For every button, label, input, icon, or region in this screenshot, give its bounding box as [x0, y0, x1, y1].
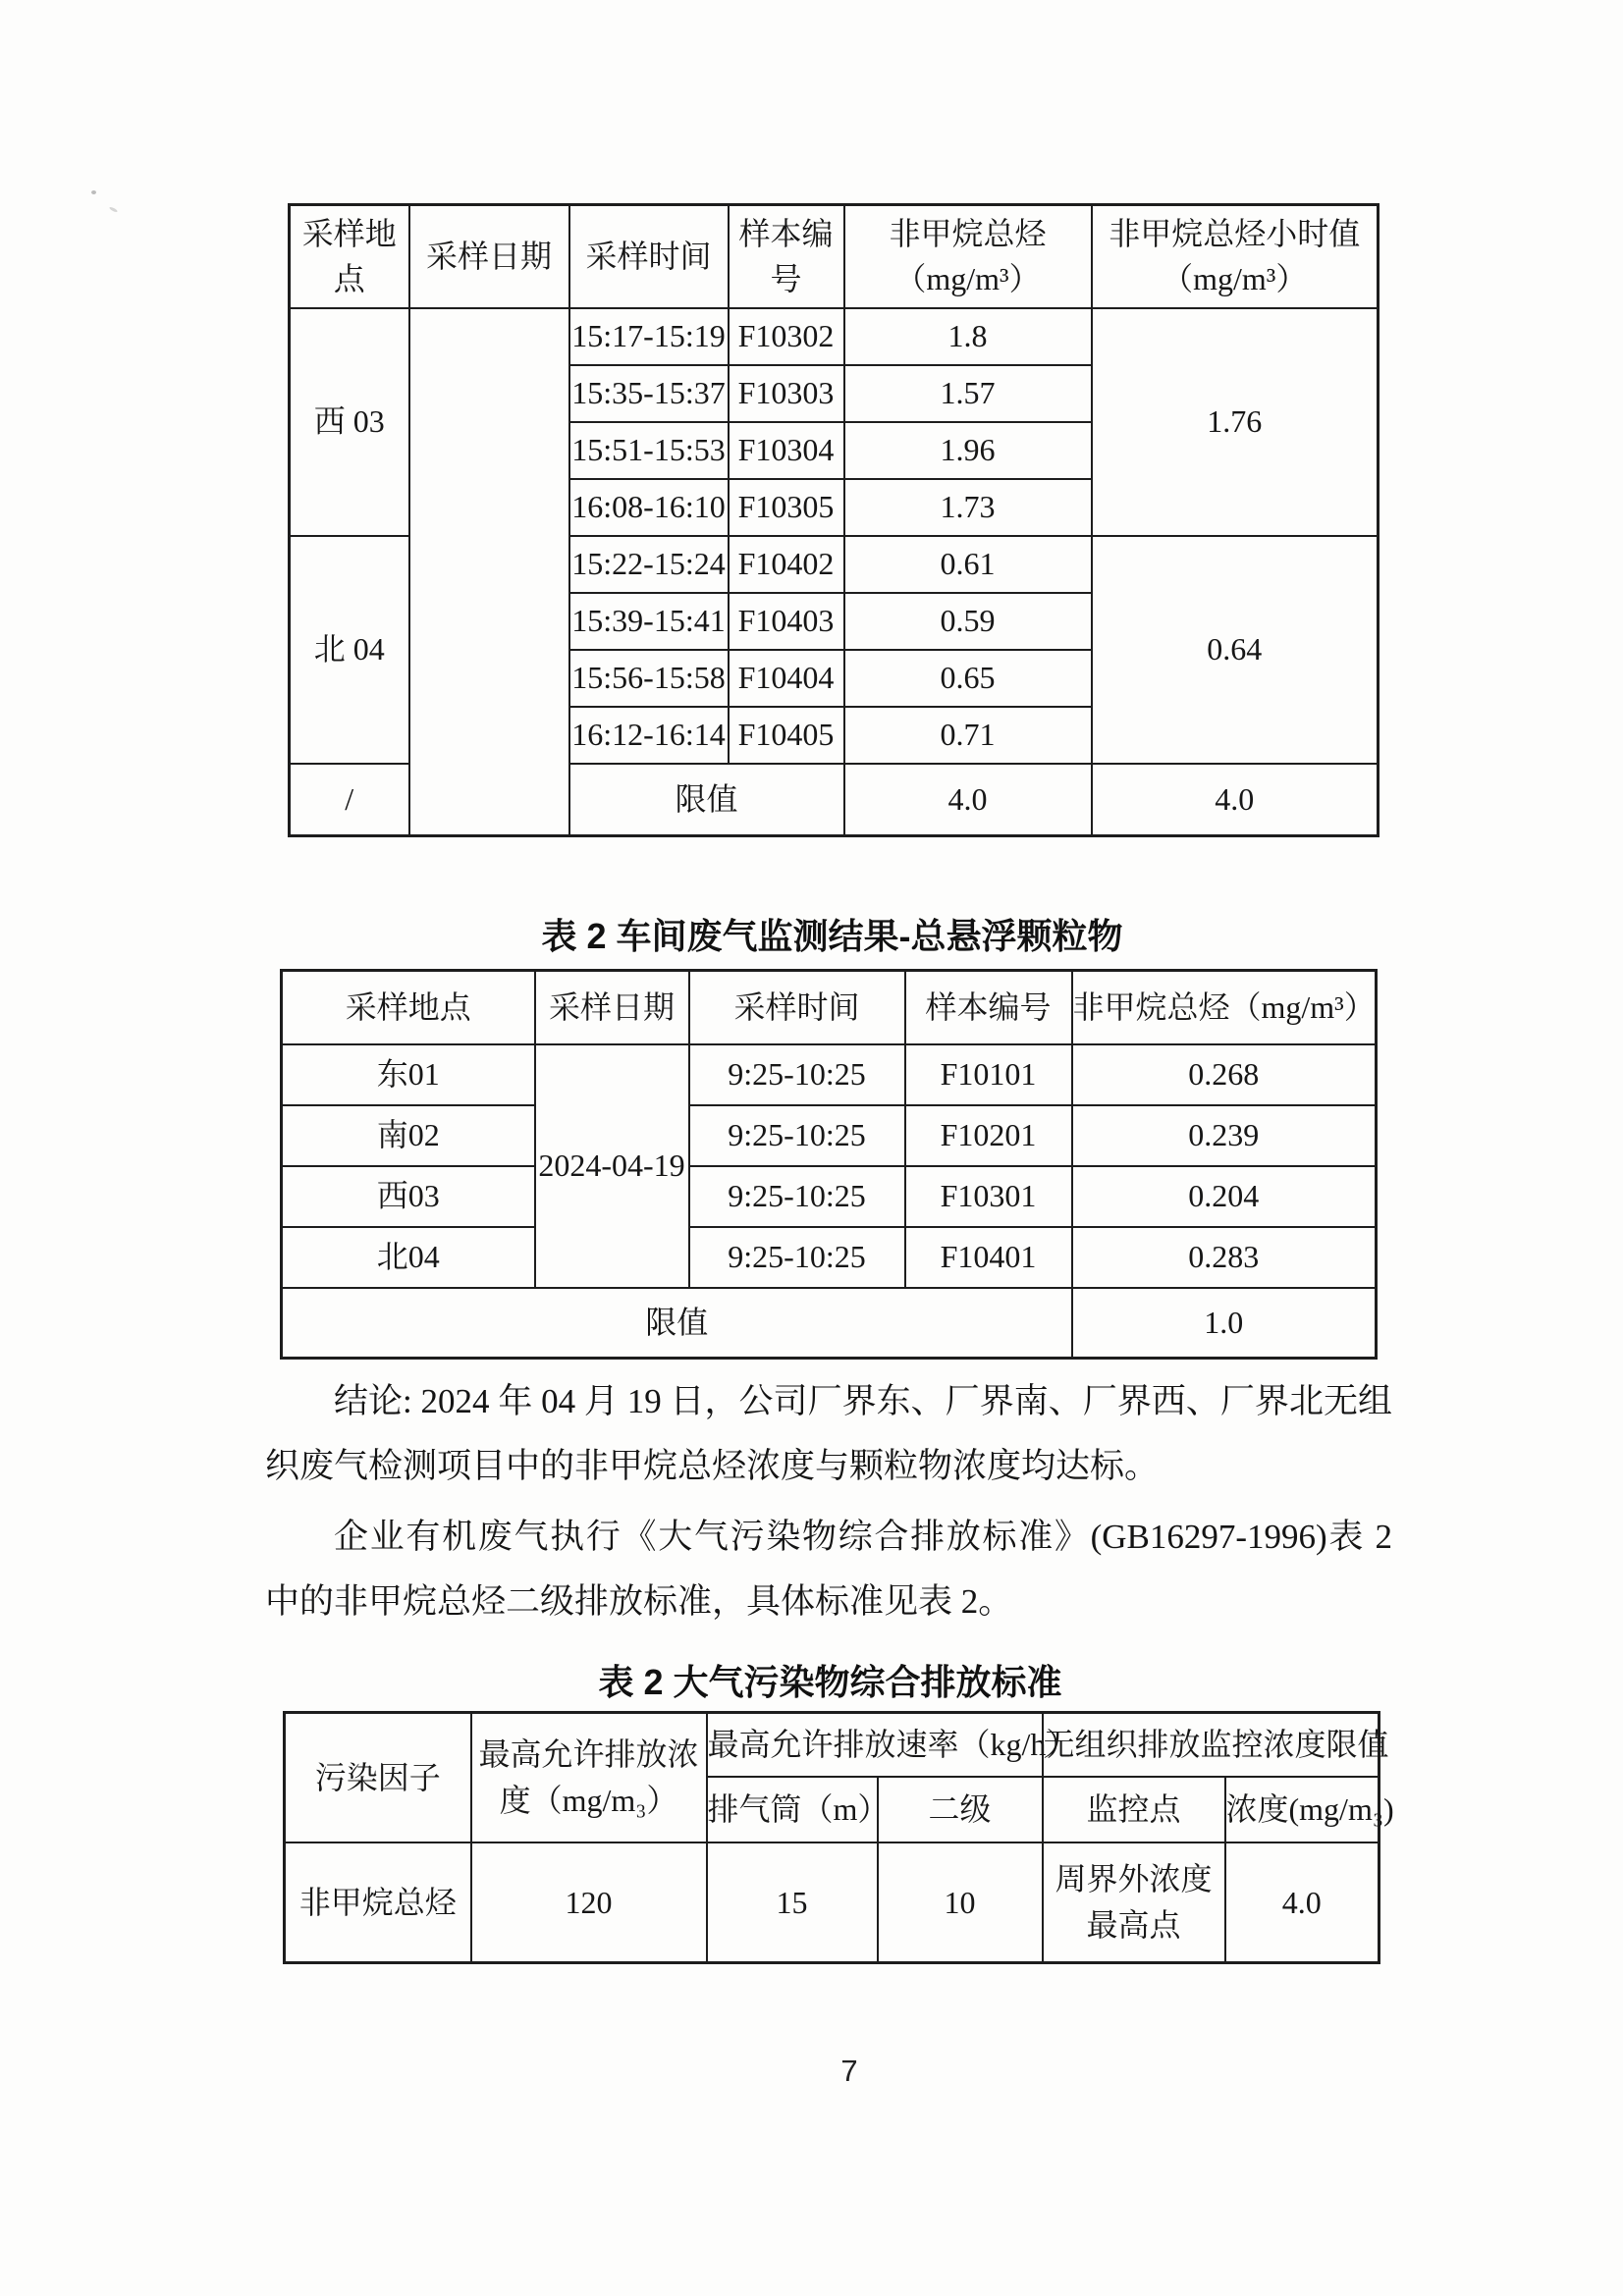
t1-sample-cell: F10303: [729, 365, 844, 422]
t1-time-cell: 15:39-15:41: [569, 593, 729, 650]
t1-location-west: 西 03: [290, 308, 409, 536]
t3-conc-cell: 4.0: [1225, 1842, 1380, 1963]
t2-sample-cell: F10301: [905, 1166, 1072, 1227]
t1-value-cell: 1.96: [844, 422, 1092, 479]
t1-time-cell: 15:51-15:53: [569, 422, 729, 479]
t3-monitor-point-cell: 周界外浓度 最高点: [1043, 1842, 1225, 1963]
t1-sample-cell: F10403: [729, 593, 844, 650]
t3-header-pollutant: 污染因子: [285, 1713, 471, 1842]
t3-header-stack: 排气筒（m）: [707, 1777, 878, 1842]
t1-hourly-north: 0.64: [1092, 536, 1379, 764]
t3-pollutant-cell: 非甲烷总烃: [285, 1842, 471, 1963]
t2-value-cell: 0.239: [1072, 1105, 1377, 1166]
t2-header-location: 采样地点: [282, 971, 535, 1044]
t2-value-cell: 0.268: [1072, 1044, 1377, 1105]
t2-sample-cell: F10101: [905, 1044, 1072, 1105]
t2-header-nmhc: 非甲烷总烃（mg/m³）: [1072, 971, 1377, 1044]
t2-value-cell: 0.204: [1072, 1166, 1377, 1227]
t1-limit-label: 限值: [569, 764, 844, 836]
conclusion-paragraph-2: 企业有机废气执行《大气污染物综合排放标准》(GB16297-1996)表 2 中的非甲烷总烃二级排放标准，具体标准见表 2。: [265, 1518, 1392, 1621]
t1-limit-location: /: [290, 764, 409, 836]
t1-sample-cell: F10405: [729, 707, 844, 764]
t1-time-cell: 15:22-15:24: [569, 536, 729, 593]
t2-time-cell: 9:25-10:25: [689, 1227, 905, 1288]
t1-sample-cell: F10302: [729, 308, 844, 365]
t1-header-sample: 样本编 号: [729, 205, 844, 308]
t1-time-cell: 15:56-15:58: [569, 650, 729, 707]
t1-date-empty-cell: [409, 308, 569, 836]
t1-value-cell: 1.8: [844, 308, 1092, 365]
t1-limit-value: 4.0: [844, 764, 1092, 836]
t3-header-fugitive: 无组织排放监控浓度限值: [1043, 1713, 1380, 1777]
t1-header-date: 采样日期: [409, 205, 569, 308]
t2-date-cell: 2024-04-19: [535, 1044, 689, 1288]
table2-title: 表 2 车间废气监测结果-总悬浮颗粒物: [541, 916, 1123, 956]
t2-location-cell: 东01: [282, 1044, 535, 1105]
t1-limit-hourly: 4.0: [1092, 764, 1379, 836]
t1-hourly-west: 1.76: [1092, 308, 1379, 536]
t1-sample-cell: F10402: [729, 536, 844, 593]
t3-header-monitor-point: 监控点: [1043, 1777, 1225, 1842]
t1-header-hourly: 非甲烷总烃小时值 （mg/m³）: [1092, 205, 1379, 308]
t1-value-cell: 1.57: [844, 365, 1092, 422]
t1-header-location: 采样地 点: [290, 205, 409, 308]
t2-location-cell: 南02: [282, 1105, 535, 1166]
t1-time-cell: 16:08-16:10: [569, 479, 729, 536]
t2-sample-cell: F10201: [905, 1105, 1072, 1166]
scan-speck: [91, 190, 96, 194]
conclusion-paragraph-1: 结论: 2024 年 04 月 19 日，公司厂界东、厂界南、厂界西、厂界北无组织废气检测项目中的非甲烷总烃浓度与颗粒物浓度均达标。: [265, 1382, 1392, 1485]
t3-stack-cell: 15: [707, 1842, 878, 1963]
t2-header-sample: 样本编号: [905, 971, 1072, 1044]
t2-location-cell: 西03: [282, 1166, 535, 1227]
emission-standard-table: [283, 1711, 1394, 1964]
t1-sample-cell: F10305: [729, 479, 844, 536]
t2-header-date: 采样日期: [535, 971, 689, 1044]
t2-sample-cell: F10401: [905, 1227, 1072, 1288]
t1-time-cell: 15:17-15:19: [569, 308, 729, 365]
t2-time-cell: 9:25-10:25: [689, 1105, 905, 1166]
scan-speck: [109, 206, 118, 213]
t3-header-max-conc: 最高允许排放浓 度（mg/m₃）: [471, 1713, 707, 1842]
t1-value-cell: 0.59: [844, 593, 1092, 650]
t1-time-cell: 16:12-16:14: [569, 707, 729, 764]
t3-header-conc: 浓度(mg/m₃): [1225, 1777, 1380, 1842]
t1-location-north: 北 04: [290, 536, 409, 764]
t1-sample-cell: F10404: [729, 650, 844, 707]
t1-value-cell: 0.71: [844, 707, 1092, 764]
t2-header-time: 采样时间: [689, 971, 905, 1044]
t1-value-cell: 0.65: [844, 650, 1092, 707]
t1-value-cell: 1.73: [844, 479, 1092, 536]
t1-header-time: 采样时间: [569, 205, 729, 308]
t2-limit-label: 限值: [282, 1288, 1072, 1359]
table3-title: 表 2 大气污染物综合排放标准: [598, 1662, 1062, 1702]
workshop-tsp-table: [280, 969, 1378, 1360]
nmhc-boundary-table: [288, 203, 1380, 837]
t3-header-max-rate: 最高允许排放速率（kg/h）: [707, 1713, 1043, 1777]
t3-grade2-cell: 10: [878, 1842, 1043, 1963]
t3-max-conc-cell: 120: [471, 1842, 707, 1963]
t2-time-cell: 9:25-10:25: [689, 1166, 905, 1227]
t2-time-cell: 9:25-10:25: [689, 1044, 905, 1105]
t3-header-grade2: 二级: [878, 1777, 1043, 1842]
t1-sample-cell: F10304: [729, 422, 844, 479]
t1-value-cell: 0.61: [844, 536, 1092, 593]
t1-header-nmhc: 非甲烷总烃 （mg/m³）: [844, 205, 1092, 308]
t1-time-cell: 15:35-15:37: [569, 365, 729, 422]
t2-value-cell: 0.283: [1072, 1227, 1377, 1288]
page-number: 7: [840, 2054, 858, 2088]
t2-location-cell: 北04: [282, 1227, 535, 1288]
t2-limit-value: 1.0: [1072, 1288, 1377, 1359]
